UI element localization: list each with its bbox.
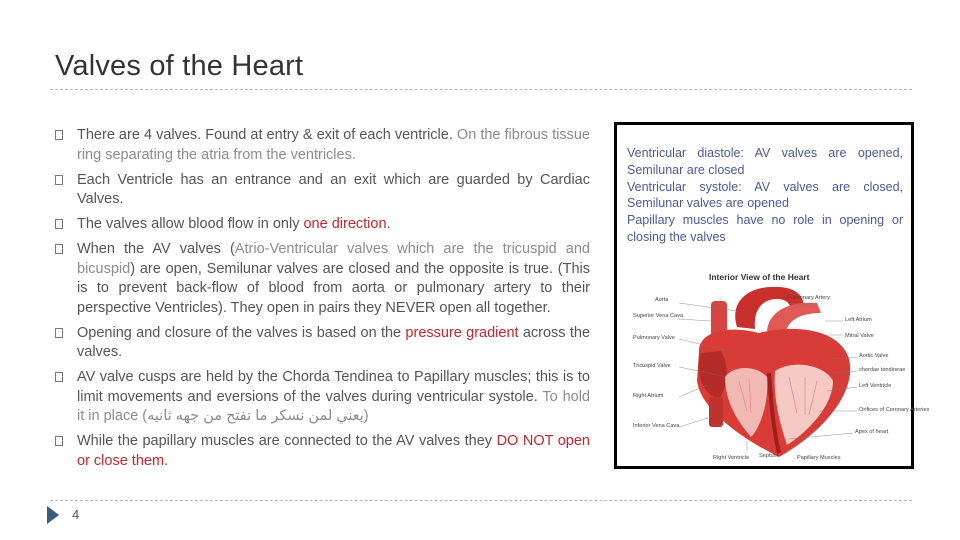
side-note-line: Papillary muscles have no role in opening or closing the valves <box>627 213 903 244</box>
diagram-frame <box>614 122 930 469</box>
side-note-line: Ventricular diastole: AV valves are opened, Semilunar are closed <box>627 146 903 177</box>
label-left-atrium: Left Atrium <box>845 317 872 323</box>
side-note <box>627 145 903 246</box>
slide-title: Valves of the Heart <box>55 50 304 82</box>
bullet-item <box>55 240 590 318</box>
bullet-text-segment: ) are open, Semilunar valves are closed and the opposite is true. (This is to prevent back-flow of blood from aorta or pulmonary artery to their perspective Ventricles). They open in pairs they NEVER open all together. <box>77 260 590 316</box>
bullet-item <box>55 324 590 363</box>
bullet-text-segment: To hold it in place (يعني لمن نسكر ما تفتح من جهه ثانيه) <box>77 388 590 424</box>
label-inferior-vena-cava: Inferior Vena Cava <box>633 423 680 429</box>
label-papillary-muscles: Papillary Muscles <box>797 455 841 461</box>
bullet-text-segment: While the papillary muscles are connected to the AV valves they <box>77 433 497 449</box>
label-pulmonary-valve: Pulmonary Valve <box>633 335 675 341</box>
footer-arrow-icon <box>47 506 59 524</box>
bullet-text-segment: The valves allow blood flow in only <box>77 216 304 232</box>
bullet-text-segment: one direction <box>303 216 387 232</box>
bullet-item <box>55 215 590 235</box>
bullet-list <box>55 126 590 477</box>
title-divider <box>50 89 912 90</box>
label-right-atrium: Right Atrium <box>633 393 664 399</box>
label-septum: Septum <box>759 453 779 459</box>
bullet-marker-icon <box>55 328 63 338</box>
bullet-text-segment: DO NOT open or close them. <box>77 433 590 469</box>
label-orifices-coronary: Orifices of Coronary Arteries <box>859 407 930 413</box>
bullet-marker-icon <box>55 436 63 446</box>
bullet-text-segment: Opening and closure of the valves is based on the <box>77 324 406 341</box>
bullet-item <box>55 171 590 210</box>
bullet-text-segment: . <box>386 216 391 232</box>
bullet-text-segment: Atrio-Ventricular valves which are the tricuspid and bicuspid <box>77 241 590 277</box>
page-number: 4 <box>72 507 80 522</box>
label-pulmonary-artery: Pulmonary Artery <box>787 295 830 301</box>
bullet-text-segment: across the valves. <box>77 324 591 360</box>
inferior-vena-cava-shape <box>709 397 723 427</box>
bullet-marker-icon <box>55 130 63 140</box>
footer-divider <box>50 500 912 501</box>
bullet-text-segment: There are 4 valves. Found at entry & exit of each ventricle. <box>77 127 457 143</box>
bullet-marker-icon <box>55 219 63 229</box>
label-aortic-valve: Aortic Valve <box>859 353 889 359</box>
bullet-marker-icon <box>55 372 63 382</box>
label-aorta: Aorta <box>655 297 669 303</box>
bullet-text-segment: Each Ventricle has an entrance and an exit which are guarded by Cardiac Valves. <box>77 171 590 207</box>
label-superior-vena-cava: Superior Vena Cava <box>633 313 684 319</box>
diagram-title: Interior View of the Heart <box>709 272 810 282</box>
label-chordae-tendineae: chordae tendineae <box>859 367 906 373</box>
bullet-text-segment: pressure gradient <box>405 324 519 341</box>
label-left-ventricle: Left Ventricle <box>859 383 892 389</box>
bullet-marker-icon <box>55 244 63 254</box>
label-mitral-valve: Mitral Valve <box>845 333 874 339</box>
label-right-ventricle: Right Ventricle <box>713 455 750 461</box>
bullet-item <box>55 368 590 427</box>
label-apex: Apex of heart <box>855 429 889 435</box>
bullet-text-segment: On the fibrous tissue ring separating the atria from the ventricles. <box>77 127 590 163</box>
bullet-text-segment: When the AV valves ( <box>77 241 235 257</box>
bullet-item <box>55 126 590 165</box>
bullet-marker-icon <box>55 175 63 185</box>
heart-diagram <box>629 281 930 463</box>
bullet-item <box>55 432 590 471</box>
label-tricuspid-valve: Tricuspid Valve <box>633 363 671 369</box>
side-note-line: Ventricular systole: AV valves are closed, Semilunar valves are opened <box>627 179 903 211</box>
bullet-text-segment: AV valve cusps are held by the Chorda Tendinea to Papillary muscles; this is to limit movements and eversions of the valves during ventricular systole. <box>77 369 590 405</box>
